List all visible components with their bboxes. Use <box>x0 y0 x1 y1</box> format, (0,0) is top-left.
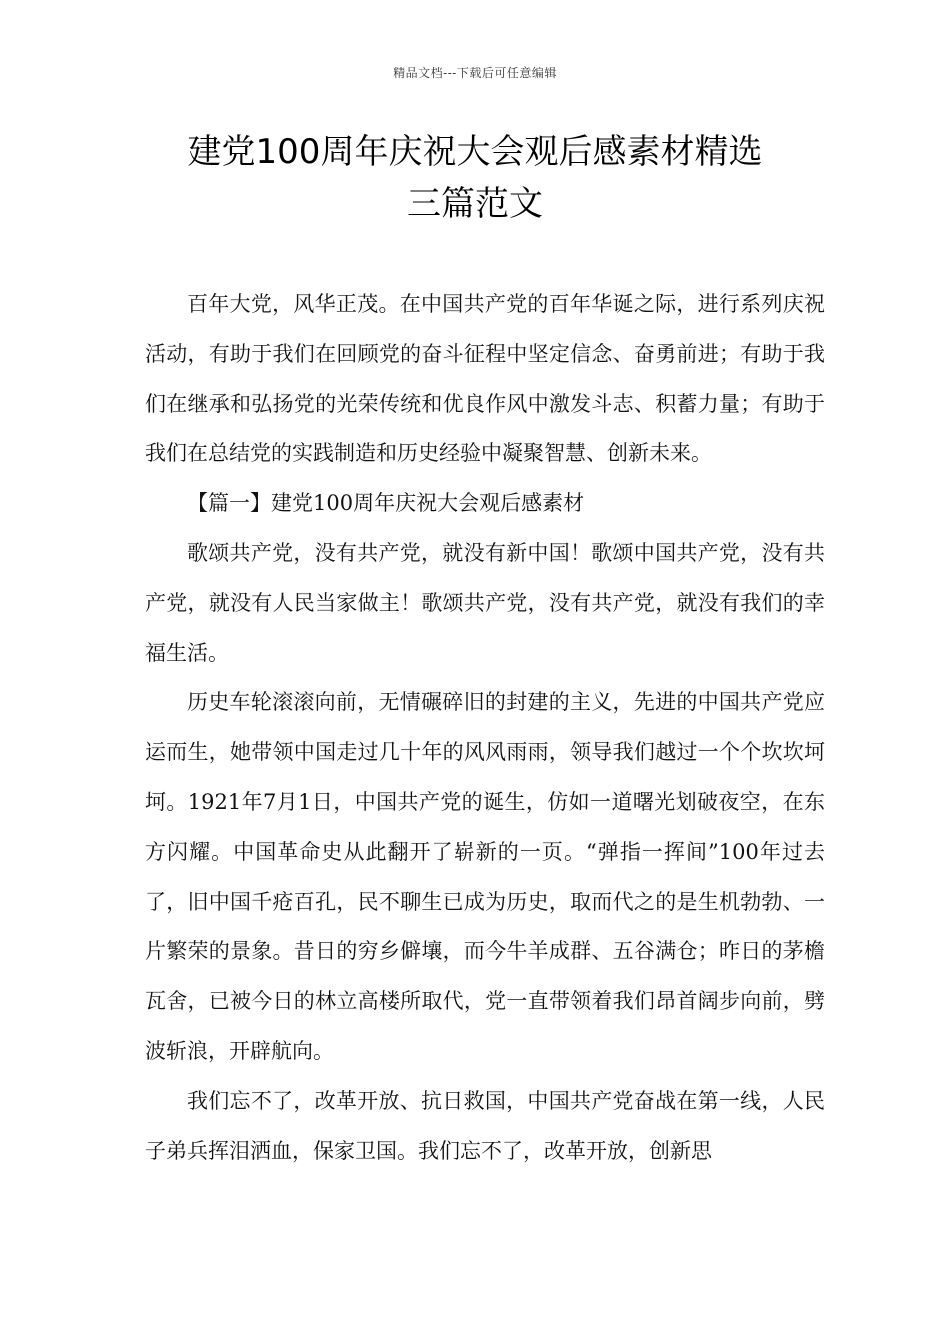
section-heading: 【篇一】建党100周年庆祝大会观后感素材 <box>187 491 585 516</box>
title-line-2: 三篇范文 <box>407 184 543 224</box>
body-paragraph: 歌颂共产党，没有共产党，就没有新中国！歌颂中国共产党，没有共产党，就没有人民当家做主！歌颂共产党，没有共产党，就没有我们的幸福生活。 <box>145 540 825 665</box>
intro-paragraph: 百年大党，风华正茂。在中国共产党的百年华诞之际，进行系列庆祝活动，有助于我们在回顾党的奋斗征程中坚定信念、奋勇前进；有助于我们在继承和弘扬党的光荣传统和优良作风中激发斗志、积蓄力量；有助于我们在总结党的实践制造和历史经验中凝聚智慧、创新未来。 <box>145 292 825 466</box>
header-note: 精品文档---下载后可任意编辑 <box>393 66 557 80</box>
body-paragraph: 历史车轮滚滚向前，无情碾碎旧的封建的主义，先进的中国共产党应运而生，她带领中国走过几十年的风风雨雨，领导我们越过一个个坎坎坷坷。1921年7月1日，中国共产党的诞生，仿如一道曙光划破夜空，在东方闪耀。中国革命史从此翻开了崭新的一页。“弹指一挥间”100年过去了，旧中国千疮百孔，民不聊生已成为历史，取而代之的是生机勃勃、一片繁荣的景象。昔日的穷乡僻壤，而今牛羊成群、五谷满仓；昨日的茅檐瓦舍，已被今日的林立高楼所取代，党一直带领着我们昂首阔步向前，劈波斩浪，开辟航向。 <box>145 690 825 1063</box>
document-title <box>120 126 830 230</box>
body-paragraph: 我们忘不了，改革开放、抗日救国，中国共产党奋战在第一线，人民子弟兵挥泪洒血，保家卫国。我们忘不了，改革开放，创新思 <box>145 1088 825 1163</box>
document-body <box>145 280 825 1176</box>
title-line-1: 建党100周年庆祝大会观后感素材精选 <box>187 132 763 172</box>
